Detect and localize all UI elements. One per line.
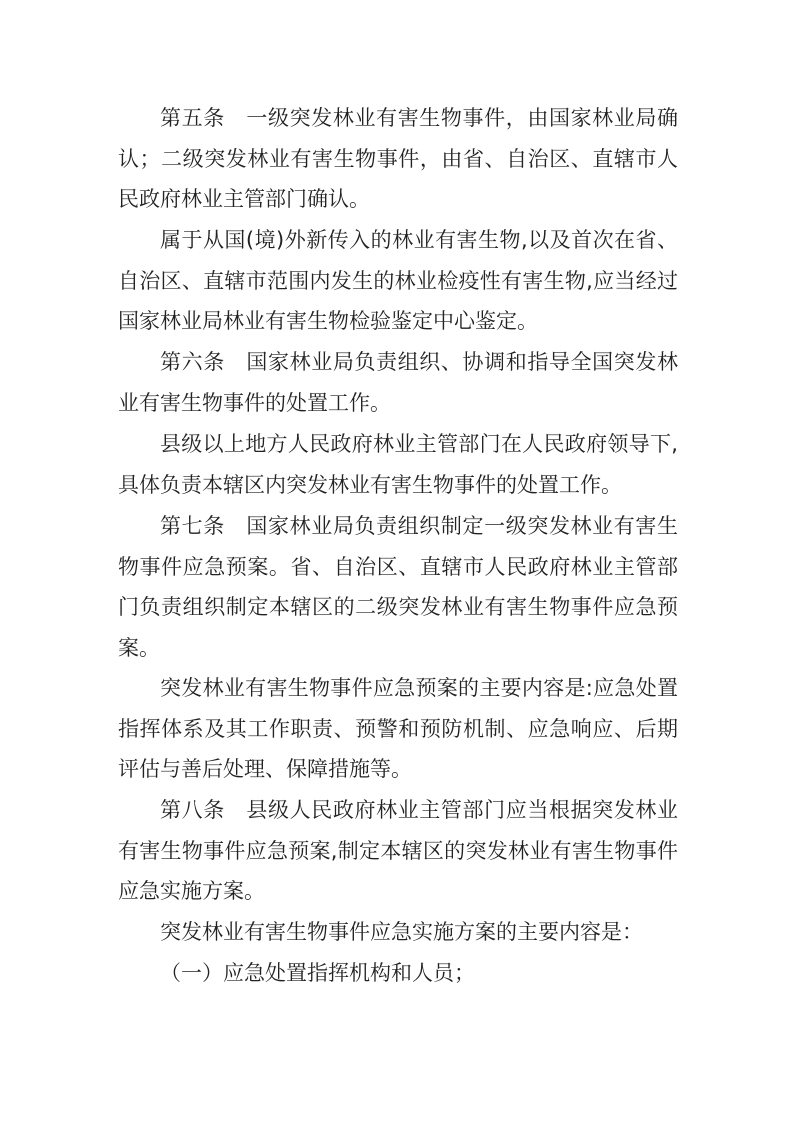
paragraph-article-5: 第五条 一级突发林业有害生物事件，由国家林业局确认；二级突发林业有害生物事件，由省、自治区、直辖市人民政府林业主管部门确认。 [118, 106, 678, 212]
paragraph-article-8: 第八条 县级人民政府林业主管部门应当根据突发林业有害生物事件应急预案,制定本辖区的突发林业有害生物事件应急实施方案。 [118, 798, 678, 904]
paragraph-article-6: 第六条 国家林业局负责组织、协调和指导全国突发林业有害生物事件的处置工作。 [118, 350, 678, 415]
paragraph-identification-rule: 属于从国(境)外新传入的林业有害生物,以及首次在省、自治区、直辖市范围内发生的林业检疫性有害生物,应当经过国家林业局林业有害生物检验鉴定中心鉴定。 [118, 228, 678, 334]
paragraph-plan-contents: 突发林业有害生物事件应急预案的主要内容是:应急处置指挥体系及其工作职责、预警和预防机制、应急响应、后期评估与善后处理、保障措施等。 [118, 676, 678, 782]
paragraph-list-item-1: （一）应急处置指挥机构和人员； [160, 961, 475, 985]
paragraph-implementation-plan: 突发林业有害生物事件应急实施方案的主要内容是： [160, 920, 643, 944]
paragraph-local-responsibility: 县级以上地方人民政府林业主管部门在人民政府领导下,具体负责本辖区内突发林业有害生物事件的处置工作。 [118, 432, 678, 497]
paragraph-article-7: 第七条 国家林业局负责组织制定一级突发林业有害生物事件应急预案。省、自治区、直辖市人民政府林业主管部门负责组织制定本辖区的二级突发林业有害生物事件应急预案。 [118, 514, 678, 661]
